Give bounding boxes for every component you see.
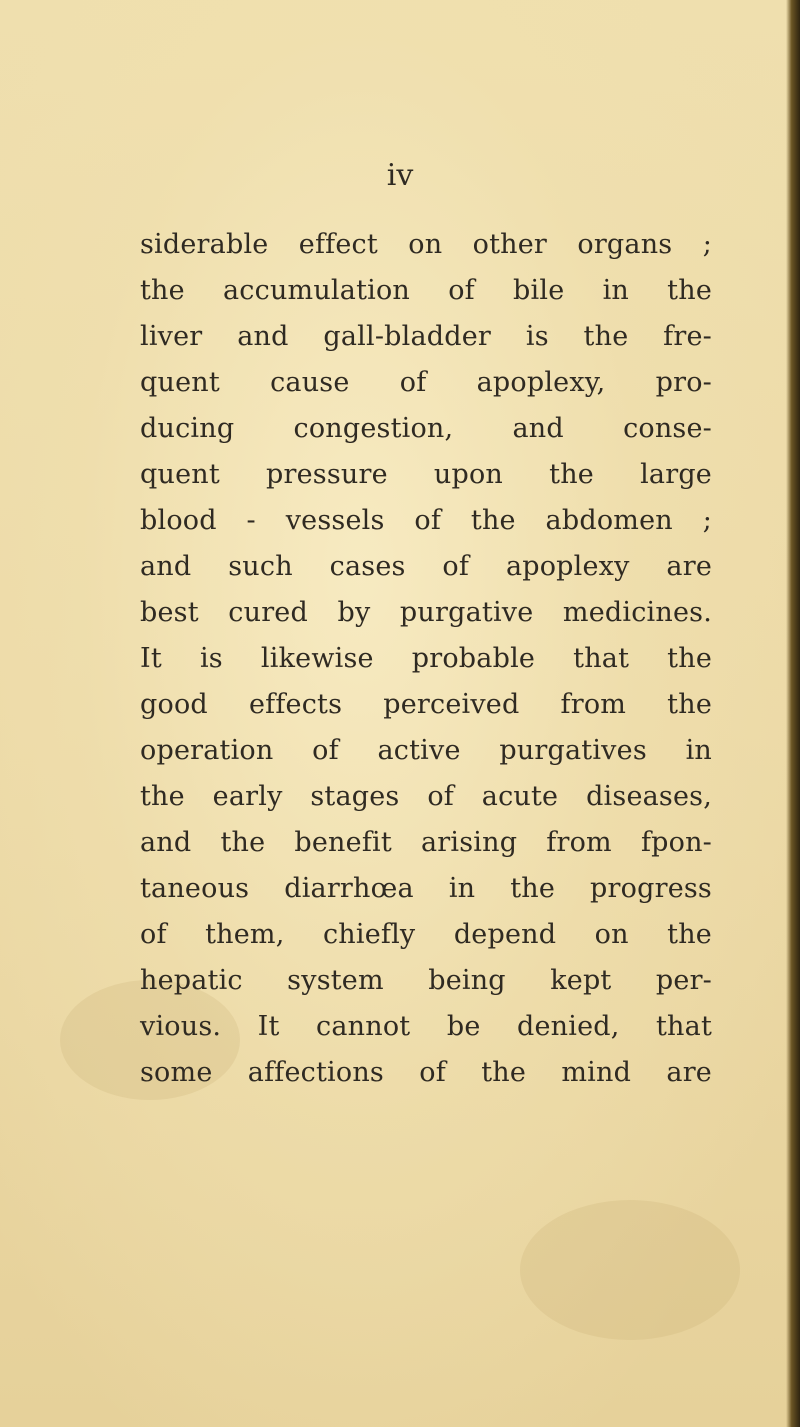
text-line: good effects perceived from the xyxy=(140,689,712,720)
page-edge-shadow xyxy=(786,0,800,1427)
text-line: and such cases of apoplexy are xyxy=(140,551,712,582)
text-line: of them, chiefly depend on the xyxy=(140,919,712,950)
text-line: liver and gall-bladder is the fre- xyxy=(140,321,712,352)
text-line: the early stages of acute diseases, xyxy=(140,781,712,812)
text-line: vious. It cannot be denied, that xyxy=(140,1011,712,1042)
text-line: ducing congestion, and conse- xyxy=(140,413,712,444)
text-line: operation of active purgatives in xyxy=(140,735,712,766)
text-line: the accumulation of bile in the xyxy=(140,275,712,306)
text-line: quent cause of apoplexy, pro- xyxy=(140,367,712,398)
text-line: siderable effect on other organs ; xyxy=(140,229,712,260)
text-line: blood - vessels of the abdomen ; xyxy=(140,505,712,536)
text-line: taneous diarrhœa in the progress xyxy=(140,873,712,904)
text-line: some affections of the mind are xyxy=(140,1057,712,1088)
paper-stain xyxy=(520,1200,740,1340)
text-line: quent pressure upon the large xyxy=(140,459,712,490)
text-line: and the benefit arising from fpon- xyxy=(140,827,712,858)
text-line: It is likewise probable that the xyxy=(140,643,712,674)
text-line: hepatic system being kept per- xyxy=(140,965,712,996)
text-line: best cured by purgative medicines. xyxy=(140,597,712,628)
page-number: iv xyxy=(386,158,414,193)
body-text xyxy=(140,222,712,1096)
